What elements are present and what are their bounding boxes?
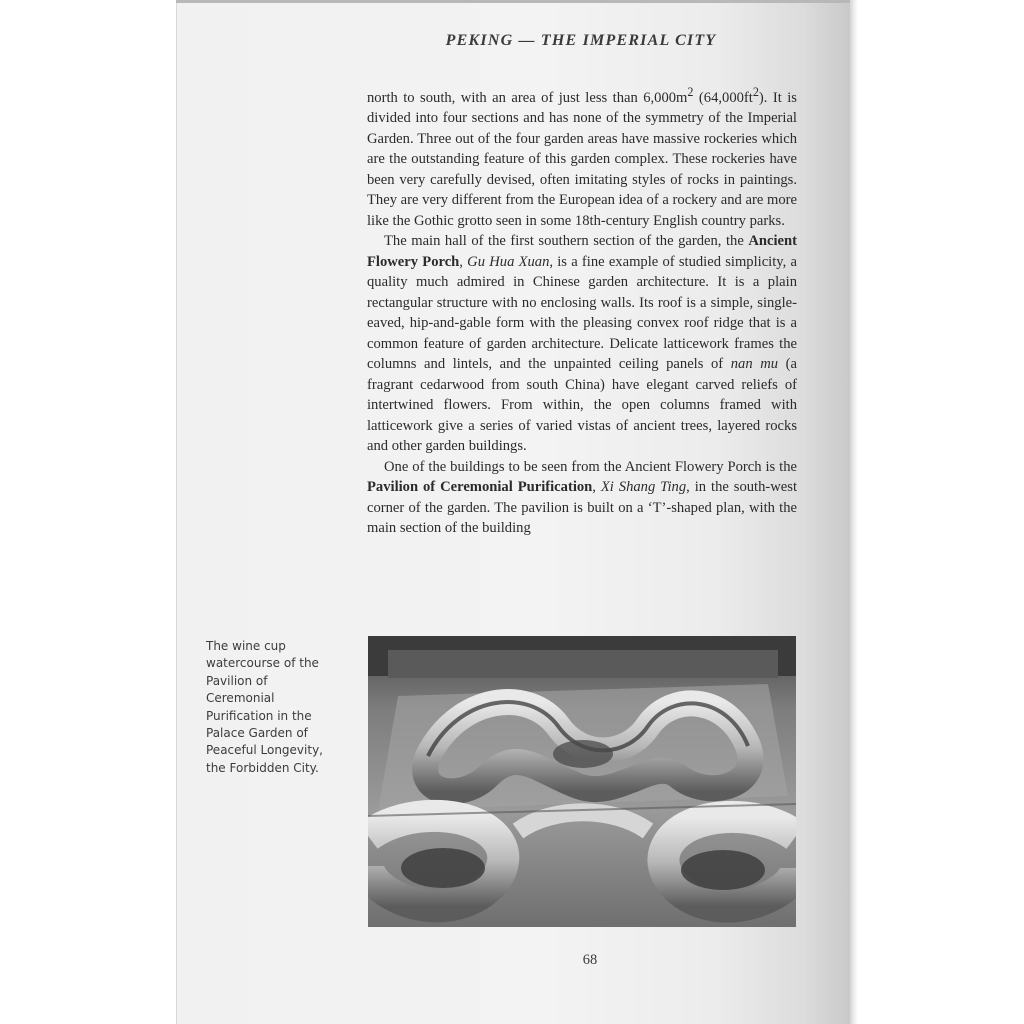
term-xi-shang-ting: Xi Shang Ting xyxy=(600,479,687,496)
photo-caption: The wine cup watercourse of the Pavilion of Ceremonial Purification in the Palace Garden of Peaceful Longevity, the Forbidden City. xyxy=(206,639,323,775)
page-number: 68 xyxy=(582,952,598,968)
paragraph-1: north to south, with an area of just less than $6,000m^2$ $(64,000ft^2)$. It is divided into four sections and has none of the symmetry of the Imperial Garden. Three out of the four garden areas have massive rockeries which are the outstanding feature of this garden complex. These rockeries have been very carefully devised, often imitating styles of rocks in paintings. They are very different from the European idea of a rockery and are more like the Gothic grotto seen in some 18th-century English country parks. xyxy=(367,85,797,229)
page-edge-shadow xyxy=(850,0,858,1024)
running-head: PEKING — THE IMPERIAL CITY xyxy=(445,32,717,49)
paragraph-2: The main hall of the first southern section of the garden, the Ancient Flowery Porch, Gu Hua Xuan, is a fine example of studied simplicity, a quality much admired in Chinese garden architecture. It is a plain rectangular structure with no enclosing walls. Its roof is a simple, single-eaved, hip-and-gable form with the pleasing convex roof ridge that is a common feature of garden architecture. Delicate latticework frames the columns and lintels, and the unpainted ceiling panels of nan mu (a fragrant cedarwood from south China) have elegant carved reliefs of intertwined flowers. From within, the open columns framed with latticework give a series of varied vistas of ancient trees, layered rocks and other garden buildings. xyxy=(367,233,797,455)
body-text xyxy=(367,82,797,539)
watercourse-photo xyxy=(368,636,796,927)
watercourse-photo-illustration xyxy=(368,636,796,927)
page-top-edge xyxy=(176,0,850,3)
term-nan-mu: nan mu xyxy=(730,356,779,373)
paragraph-3: One of the buildings to be seen from the Ancient Flowery Porch is the Pavilion of Ceremonial Purification, Xi Shang Ting, in the south-west corner of the garden. The pavilion is built on a ‘T’-shaped plan, with the main section of the building xyxy=(367,458,798,537)
term-ancient-flowery-porch: Ancient Flowery Porch xyxy=(367,233,797,270)
term-pavilion-ceremonial-purification: Pavilion of Ceremonial Purification xyxy=(367,479,593,496)
term-gu-hua-xuan: Gu Hua Xuan xyxy=(467,253,550,270)
